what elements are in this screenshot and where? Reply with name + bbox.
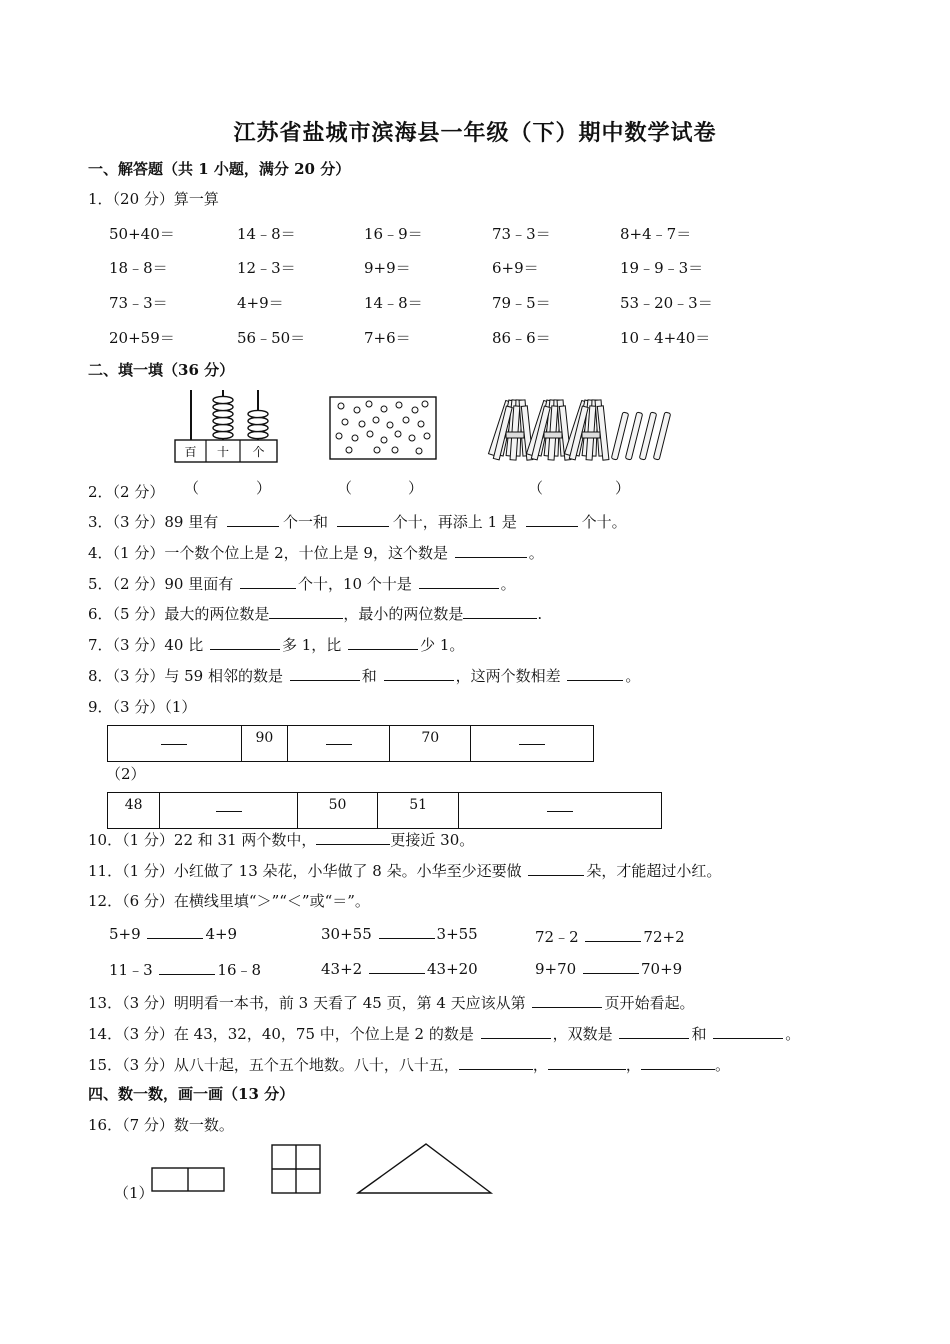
calc-item: 56﹣50＝ [237,329,306,347]
answer-blank[interactable] [379,924,435,939]
q11-text-b: 朵，才能超过小红。 [586,862,722,880]
answer-blank[interactable] [384,666,454,681]
q15-text-c: ， [625,1056,641,1074]
answer-blank[interactable] [463,604,537,619]
q5-text-c: 。 [500,575,516,593]
question-4 [88,542,544,563]
calc-item: 18﹣8＝ [109,259,168,277]
answer-blank[interactable] [269,604,343,619]
sequence-cell: 50 [297,793,378,829]
q13-text-a: 13．（3 分）明明看一本书，前 3 天看了 45 页，第 4 天应该从第 [88,994,526,1012]
q14-text-b: ，双数是 [552,1025,613,1043]
answer-blank[interactable] [290,666,360,681]
sequence-cell-blank[interactable] [160,793,297,829]
calc-item: 8+4﹣7＝ [620,225,692,243]
answer-blank[interactable] [419,574,499,589]
calc-item: 7+6＝ [364,329,411,347]
answer-blank[interactable] [337,512,389,527]
answer-blank[interactable] [227,512,279,527]
four-squares-shape [271,1144,322,1195]
sequence-cell-blank[interactable] [108,726,242,762]
q6-text-a: 6．（5 分）最大的两位数是 [88,605,270,623]
q7-text-b: 多 1，比 [282,636,342,654]
q7-text-c: 少 1。 [420,636,465,654]
number-sequence-table-2 [107,792,662,829]
answer-blank[interactable] [316,830,390,845]
answer-blank[interactable] [526,512,578,527]
calc-item: 14﹣8＝ [237,225,296,243]
section-1-heading: 一、解答题（共 1 小题，满分 20 分） [88,160,351,178]
abacus-label-ones: 个 [252,445,265,459]
q6-text-c: . [537,605,543,623]
compare-right: 70+9 [640,960,683,978]
calc-item: 6+9＝ [492,259,539,277]
sequence-cell-blank[interactable] [288,726,390,762]
q16-heading: 16．（7 分）数一数。 [88,1116,234,1134]
answer-blank[interactable] [455,543,527,558]
calc-item: 53﹣20﹣3＝ [620,294,713,312]
answer-blank[interactable] [641,1055,715,1070]
compare-item [535,959,682,978]
answer-blank[interactable] [532,993,602,1008]
question-11 [88,860,721,881]
q2-answer-paren-1-close: ） [256,479,272,497]
q4-text-b: 。 [528,544,544,562]
q3-text-d: 个十。 [581,513,627,531]
calc-item: 19﹣9﹣3＝ [620,259,704,277]
sequence-cell-blank[interactable] [471,726,594,762]
compare-right: 43+20 [426,960,478,978]
compare-right: 4+9 [205,925,238,943]
section-2-heading: 二、填一填（36 分） [88,361,235,379]
answer-blank[interactable] [147,924,203,939]
q6-text-b: ，最小的两位数是 [343,605,464,623]
q3-text-a: 3．（3 分）89 里有 [88,513,219,531]
compare-item [535,926,685,947]
answer-blank[interactable] [348,635,418,650]
q7-text-a: 7．（3 分）40 比 [88,636,204,654]
q4-text-a: 4．（1 分）一个数个位上是 2，十位上是 9，这个数是 [88,544,448,562]
q13-text-b: 页开始看起。 [604,994,695,1012]
compare-left: 72﹣2 [535,928,579,946]
q8-text-c: ，这两个数相差 [455,667,561,685]
question-7 [88,634,464,655]
q16-sub1-label: （1） [114,1184,154,1202]
q1-heading: 1．（20 分）算一算 [88,190,219,208]
sequence-cell: 90 [241,726,287,762]
calc-item: 86﹣6＝ [492,329,551,347]
sequence-cell: 70 [390,726,471,762]
q8-text-a: 8．（3 分）与 59 相邻的数是 [88,667,283,685]
q14-text-a: 14．（3 分）在 43，32，40，75 中，个位上是 2 的数是 [88,1025,474,1043]
q14-text-d: 。 [785,1025,801,1043]
compare-left: 11﹣3 [109,961,153,979]
compare-left: 43+2 [321,960,363,978]
q3-text-b: 个一和 [283,513,329,531]
answer-blank[interactable] [583,959,639,974]
sequence-cell-blank[interactable] [458,793,661,829]
q15-text-b: ， [532,1056,548,1074]
q9-sub2-label: （2） [106,765,146,783]
question-3 [88,511,627,532]
calc-item: 9+9＝ [364,259,411,277]
compare-item [109,959,261,980]
answer-blank[interactable] [240,574,296,589]
q15-text-d: 。 [714,1056,730,1074]
q15-text-a: 15．（3 分）从八十起，五个五个地数。八十，八十五， [88,1056,459,1074]
calc-item: 10﹣4+40＝ [620,329,711,347]
question-10 [88,829,474,850]
compare-right: 72+2 [643,928,685,946]
sequence-cell: 48 [108,793,160,829]
q2-heading: 2．（2 分） [88,483,165,501]
answer-blank[interactable] [210,635,280,650]
compare-item [109,924,237,943]
q5-text-b: 个十，10 个十是 [298,575,412,593]
q2-answer-paren-2-close: ） [408,479,424,497]
question-13 [88,992,694,1013]
question-14 [88,1023,800,1044]
abacus-label-tens: 十 [216,445,230,459]
number-sequence-table-1 [107,725,594,762]
q10-text-a: 10．（1 分）22 和 31 两个数中， [88,831,317,849]
q2-answer-paren-3-close: ） [615,479,631,497]
answer-blank[interactable] [528,861,584,876]
q5-text-a: 5．（2 分）90 里面有 [88,575,234,593]
calc-item: 79﹣5＝ [492,294,551,312]
compare-left: 9+70 [535,960,577,978]
question-5 [88,573,516,594]
two-rectangles-shape [151,1167,226,1193]
answer-blank[interactable] [159,960,215,975]
calc-item: 12﹣3＝ [237,259,296,277]
question-6 [88,603,542,624]
compare-right: 3+55 [436,925,478,943]
answer-blank[interactable] [548,1055,626,1070]
calc-item: 14﹣8＝ [364,294,423,312]
answer-blank[interactable] [481,1024,551,1039]
q2-answer-paren-2-open: （ [337,479,353,497]
question-8 [88,665,640,686]
sequence-cell: 51 [378,793,459,829]
answer-blank[interactable] [585,927,641,942]
q2-answer-paren-3-open: （ [528,479,544,497]
calc-item: 73﹣3＝ [492,225,551,243]
q12-heading: 12．（6 分）在横线里填“＞”“＜”或“＝”。 [88,892,370,910]
calc-item: 20+59＝ [109,329,175,347]
answer-blank[interactable] [619,1024,689,1039]
q8-text-b: 和 [361,667,377,685]
triangle-shape [356,1142,494,1196]
compare-right: 16﹣8 [217,961,262,979]
q14-text-c: 和 [691,1025,707,1043]
stick-bundles-illustration [485,394,685,464]
section-4-heading: 四、数一数，画一画（13 分） [88,1085,295,1103]
compare-left: 5+9 [109,925,141,943]
answer-blank[interactable] [459,1055,533,1070]
compare-left: 30+55 [321,925,372,943]
compare-item [321,959,478,978]
answer-blank[interactable] [713,1024,783,1039]
q2-answer-paren-1-open: （ [184,479,200,497]
compare-item [321,924,478,943]
abacus-illustration [172,388,282,464]
q11-text-a: 11．（1 分）小红做了 13 朵花，小华做了 8 朵。小华至少还要做 [88,862,522,880]
q8-text-d: 。 [625,667,641,685]
q10-text-b: 更接近 30。 [390,831,475,849]
abacus-label-hundreds: 百 [184,445,197,459]
calc-item: 73﹣3＝ [109,294,168,312]
q9-heading: 9．（3 分）（1） [88,698,197,716]
calc-item: 50+40＝ [109,225,175,243]
answer-blank[interactable] [567,666,623,681]
calc-item: 4+9＝ [237,294,284,312]
dots-box-illustration [329,396,437,460]
question-15 [88,1054,730,1075]
q3-text-c: 个十，再添上 1 是 [392,513,517,531]
answer-blank[interactable] [369,959,425,974]
page-title: 江苏省盐城市滨海县一年级（下）期中数学试卷 [233,120,717,146]
calc-item: 16﹣9＝ [364,225,423,243]
